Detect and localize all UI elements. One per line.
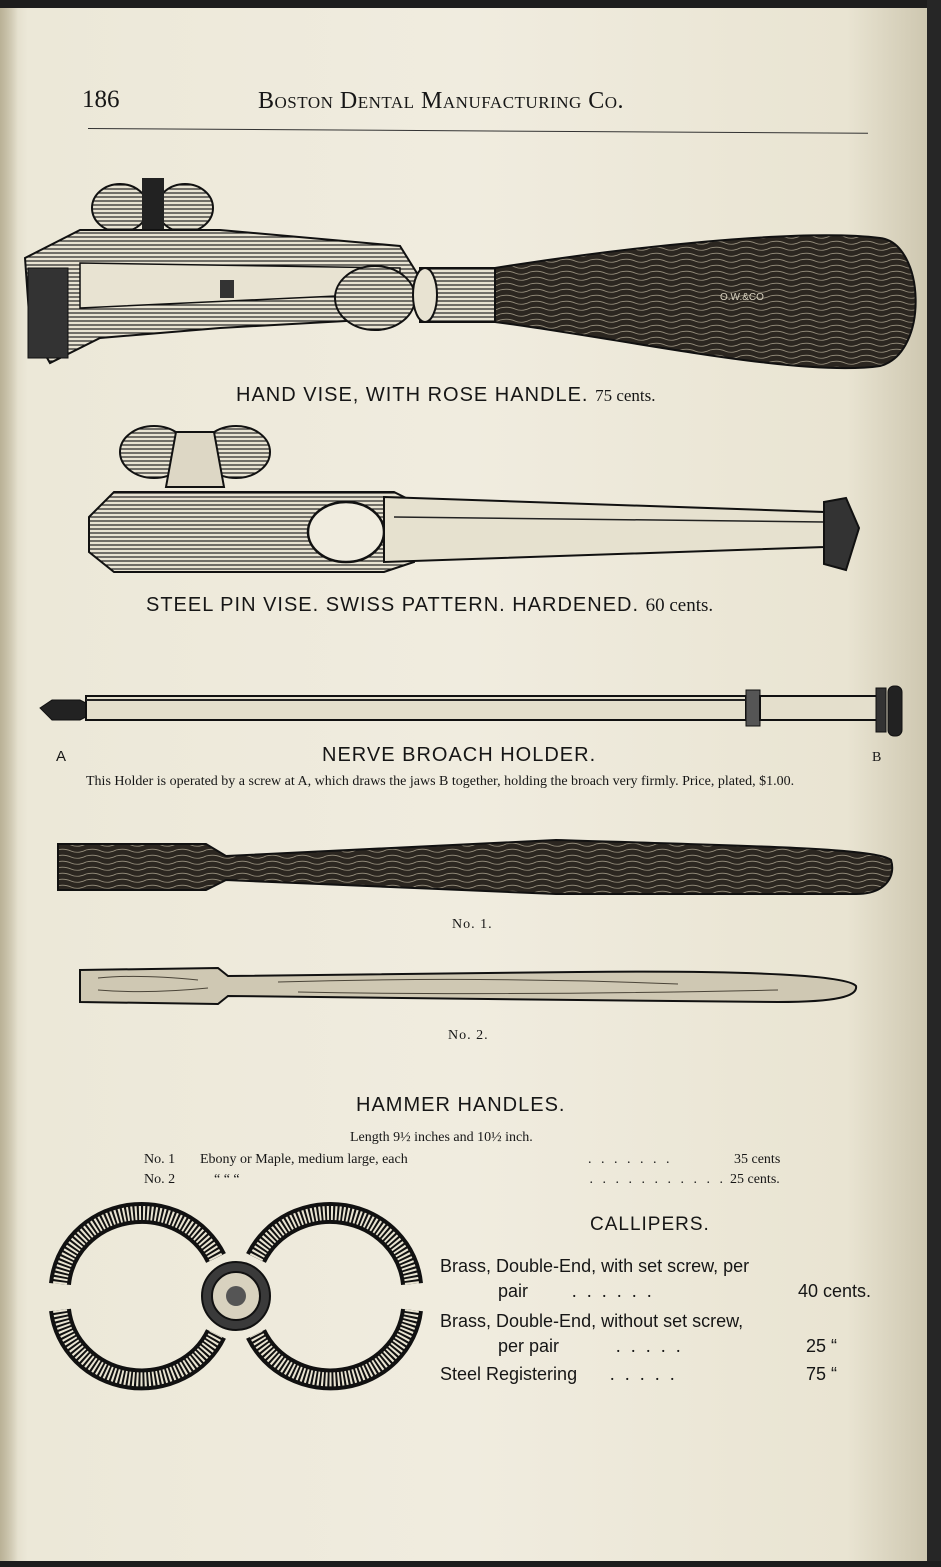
calliper-item-1-line1: Brass, Double-End, with set screw, per — [440, 1256, 750, 1276]
calliper-item-3-price: 75 “ — [806, 1364, 838, 1384]
callipers-illustration — [56, 1204, 418, 1394]
hammer-handle-no1-label: No. 1. — [452, 917, 493, 932]
scan-edge-top — [0, 0, 941, 8]
hand-vise-title: HAND VISE, WITH ROSE HANDLE. — [236, 384, 589, 406]
hammer-handles-length-note: Length 9½ inches and 10½ inch. — [350, 1130, 533, 1145]
running-title-text: Boston Dental Manufacturing Co. — [258, 88, 625, 114]
hammer-handle-no2-label: No. 2. — [448, 1028, 489, 1043]
calliper-item-2-price: 25 “ — [806, 1336, 838, 1356]
scan-edge-right — [927, 0, 941, 1567]
broach-holder-caption: NERVE BROACH HOLDER. — [322, 744, 597, 766]
hand-vise-caption — [236, 384, 656, 407]
broach-holder-description: This Holder is operated by a screw at A, which draws the jaws B together, holding the broach very firmly. Price, plated, $1.00. — [86, 774, 795, 789]
hand-vise-price: 75 cents. — [595, 386, 656, 405]
calliper-item-3-leader: . . . . . — [610, 1364, 678, 1384]
calliper-item-2-leader: . . . . . — [616, 1336, 684, 1356]
hammer-handles-caption: HAMMER HANDLES. — [356, 1094, 566, 1116]
calliper-item-2-line1: Brass, Double-End, without set screw, — [440, 1311, 744, 1331]
callipers-caption: CALLIPERS. — [590, 1214, 710, 1235]
calliper-item-3-label: Steel Registering — [440, 1364, 578, 1384]
calliper-item-1-price: 40 cents. — [798, 1281, 872, 1301]
price-row-no1-number: No. 1 — [144, 1152, 176, 1167]
pin-vise-title: STEEL PIN VISE. SWISS PATTERN. HARDENED. — [146, 594, 640, 616]
hand-vise-illustration — [20, 168, 920, 378]
broach-holder-illustration — [40, 686, 906, 736]
price-row-no2 — [144, 1172, 780, 1188]
pin-vise-caption — [146, 594, 713, 617]
page-number: 186 — [82, 86, 120, 113]
price-row-no1-leader: . . . . . . . — [588, 1152, 673, 1167]
page-gutter-shadow — [0, 0, 18, 1567]
price-row-no2-number: No. 2 — [144, 1172, 176, 1187]
price-row-no2-desc: “ “ “ — [214, 1172, 240, 1187]
broach-label-b: B — [872, 750, 882, 765]
price-row-no1 — [144, 1152, 780, 1168]
calliper-item-1-unit: pair — [498, 1281, 529, 1301]
hammer-handle-no1-illustration — [56, 836, 896, 898]
broach-label-a: A — [56, 748, 67, 765]
calliper-item-2-line2 — [498, 1336, 837, 1357]
calliper-item-2-unit: per pair — [498, 1336, 560, 1356]
running-title — [258, 88, 624, 115]
pin-vise-price: 60 cents. — [645, 595, 714, 616]
hand-vise-stamp: O.W.&CO — [720, 292, 764, 303]
pin-vise-illustration — [84, 412, 864, 587]
scan-edge-bottom — [0, 1561, 941, 1567]
price-row-no2-leader: . . . . . . . . . . . — [589, 1172, 726, 1187]
price-row-no1-desc: Ebony or Maple, medium large, each — [200, 1152, 408, 1167]
price-row-no1-price: 35 cents — [734, 1152, 781, 1167]
header-rule — [88, 128, 868, 134]
calliper-item-3 — [440, 1364, 837, 1385]
price-row-no2-price: 25 cents. — [730, 1172, 780, 1187]
hammer-handle-no2-illustration — [78, 964, 860, 1008]
calliper-item-1-leader: . . . . . . — [572, 1281, 655, 1301]
calliper-item-1-line2 — [498, 1281, 871, 1302]
